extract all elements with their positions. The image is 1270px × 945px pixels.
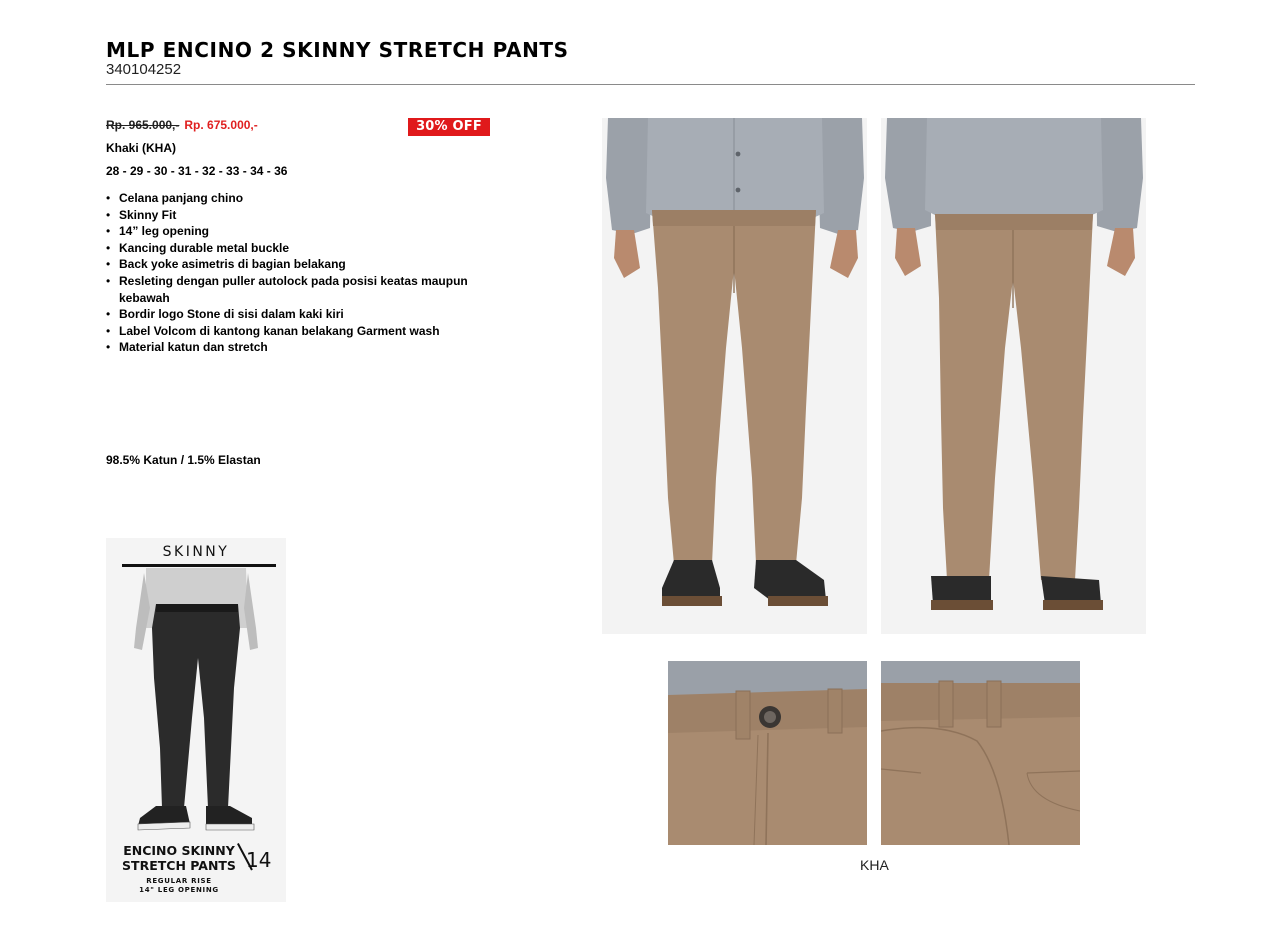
feature-item: • Label Volcom di kantong kanan belakang Garment wash: [106, 323, 506, 340]
fit-leg-number: 14: [246, 848, 272, 872]
back-waist-detail-image: [881, 661, 1080, 845]
fit-rise-label: REGULAR RISE: [146, 877, 212, 885]
front-view-image: [602, 118, 867, 634]
size-list: 28 - 29 - 30 - 31 - 32 - 33 - 34 - 36: [106, 164, 288, 178]
feature-item: • Resleting dengan puller autolock pada posisi keatas maupun kebawah: [106, 273, 506, 306]
fit-guide-card: [106, 538, 286, 902]
fit-leg-opening-label: 14" LEG OPENING: [139, 886, 219, 894]
header-divider: [106, 84, 1195, 85]
front-view-photo[interactable]: [602, 118, 867, 634]
feature-item: • Celana panjang chino: [106, 190, 506, 207]
skinny-fit-model-image: [106, 568, 286, 838]
product-title: MLP ENCINO 2 SKINNY STRETCH PANTS: [106, 38, 569, 62]
color-label: Khaki (KHA): [106, 141, 177, 155]
back-view-image: [881, 118, 1146, 634]
fit-product-name: [120, 843, 238, 873]
fit-name-line-2: STRETCH PANTS: [122, 858, 236, 873]
back-view-photo[interactable]: [881, 118, 1146, 634]
material-composition: 98.5% Katun / 1.5% Elastan: [106, 453, 261, 467]
fit-name-line-1: ENCINO SKINNY: [123, 843, 235, 858]
product-sku: 340104252: [106, 61, 182, 78]
feature-item: • Material katun dan stretch: [106, 339, 506, 356]
original-price: Rp. 965.000,-: [106, 118, 180, 132]
front-waist-detail-photo[interactable]: [668, 661, 867, 845]
fit-heading-rule: [122, 564, 276, 567]
feature-item: • Kancing durable metal buckle: [106, 240, 506, 257]
fit-heading: SKINNY: [162, 544, 230, 560]
feature-item: • Bordir logo Stone di sisi dalam kaki kiri: [106, 306, 506, 323]
sale-price: Rp. 675.000,-: [184, 118, 258, 132]
feature-item: • 14” leg opening: [106, 223, 506, 240]
feature-list: [106, 190, 506, 356]
feature-item: • Back yoke asimetris di bagian belakang: [106, 256, 506, 273]
discount-badge: 30% OFF: [408, 118, 490, 136]
front-waist-detail-image: [668, 661, 867, 845]
price-row: [106, 118, 258, 132]
back-waist-detail-photo[interactable]: [881, 661, 1080, 845]
color-code-label: KHA: [860, 857, 889, 873]
feature-item: • Skinny Fit: [106, 207, 506, 224]
